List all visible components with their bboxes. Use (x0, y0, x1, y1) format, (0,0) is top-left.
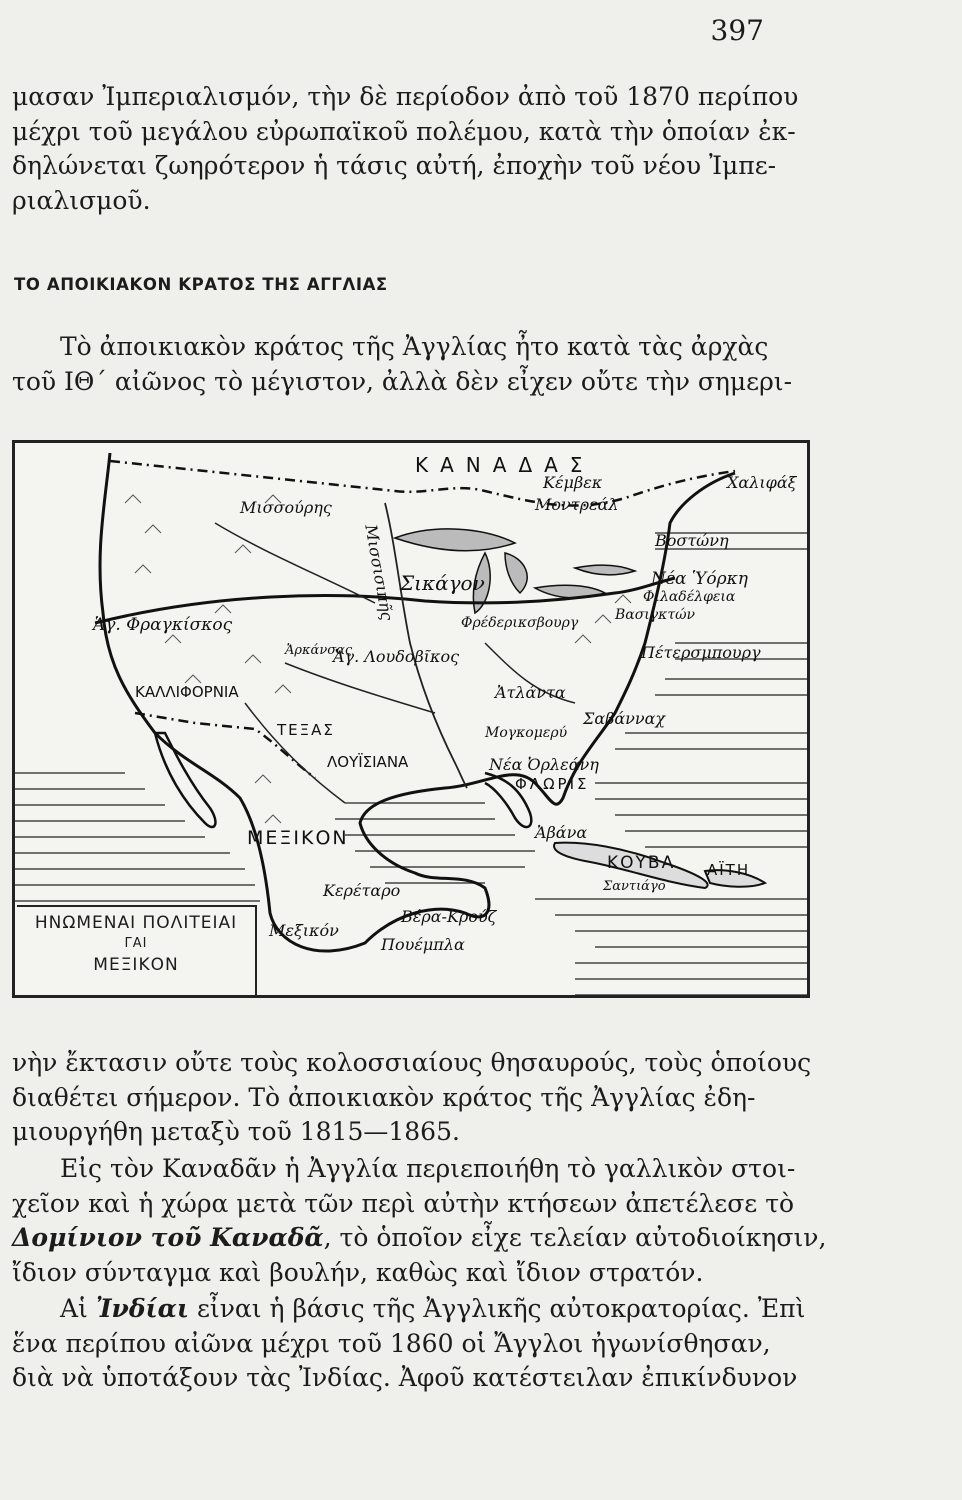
text-line: Τὸ ἀποικιακὸν κράτος τῆς Ἀγγλίας ἦτο κατὰ τὰς ἀρχὰς (60, 332, 769, 361)
text-line: μέχρι τοῦ μεγάλου εὐρωπαϊκοῦ πολέμου, κατὰ τὴν ὁποίαν ἐκ- (12, 116, 796, 146)
map-label-montreal: Μοντρεάλ (535, 495, 619, 514)
map-label-puebla: Πουέμπλα (381, 935, 465, 954)
map-label-cuba: ΚΟΥΒΑ (607, 853, 676, 873)
intro-paragraph (12, 80, 802, 218)
legend-line: ΓΑΙ (124, 936, 148, 951)
map-label-queretaro: Κερέταρο (323, 881, 401, 900)
map-label-new-york: Νέα Ὑόρκη (651, 569, 748, 589)
text-line: ριαλισμοῦ. (12, 185, 151, 215)
text-line: μιουργήθη μεταξὺ τοῦ 1815—1865. (12, 1117, 460, 1146)
text-line: χεῖον καὶ ἡ χώρα μετὰ τῶν περὶ αὐτὴν κτήσεων ἀπετέλεσε τὸ (12, 1188, 795, 1218)
map-label-savannah: Σαβάνναχ (583, 709, 666, 728)
dominion-emphasis: Δομίνιον τοῦ Καναδᾶ (12, 1223, 324, 1252)
map-label-chicago: Σικάγον (400, 571, 485, 595)
text-line: Εἰς τὸν Καναδᾶν ἡ Ἀγγλία περιεποιήθη τὸ γαλλικὸν στοι- (60, 1154, 796, 1183)
map-label-montgomery: Μογκομερύ (485, 725, 568, 741)
map-label-florida: ΦΛΩΡΙΣ (515, 775, 590, 793)
map-label-missouri: Μισσούρης (240, 498, 332, 517)
section-heading: ΤΟ ΑΠΟΙΚΙΑΚΟΝ ΚΡΑΤΟΣ ΤΗΣ ΑΓΓΛΙΑΣ (14, 275, 388, 294)
text-fragment: εἶναι ἡ βάσις τῆς Ἀγγλικῆς αὐτοκρατορίας. Ἐπὶ (189, 1294, 806, 1323)
map-label-washington: Βασιγκτών (615, 607, 696, 623)
text-fragment: Αἱ (60, 1294, 96, 1323)
text-line (12, 1221, 827, 1256)
text-line: διὰ νὰ ὑποτάξουν τὰς Ἰνδίας. Ἀφοῦ κατέστειλαν ἐπικίνδυνον (12, 1363, 798, 1392)
map-label-haiti: ΑΪΤΗ (707, 861, 751, 879)
map-label-st-louis: Ἁγ. Λουδοβῖκος (333, 647, 460, 666)
text-line: μασαν Ἰμπεριαλισμόν, τὴν δὲ περίοδον ἀπὸ τοῦ 1870 περίπου (12, 82, 799, 111)
text-fragment: , τὸ ὁποῖον εἶχε τελείαν αὐτοδιοίκησιν, (323, 1223, 827, 1252)
map-label-veracruz: Βέρα-Κρούζ (401, 907, 497, 926)
map-label-quebec: Κέμβεκ (543, 473, 603, 492)
map-label-louisiana: ΛΟΥΪΣΙΑΝΑ (327, 753, 409, 771)
map-label-new-orleans: Νέα Ὀρλεάνη (489, 755, 599, 774)
text-line: διαθέτει σήμερον. Τὸ ἀποικιακὸν κράτος τῆς Ἀγγλίας ἐδη- (12, 1082, 756, 1112)
india-emphasis: Ἰνδίαι (95, 1294, 189, 1323)
map-label-mississippi: Μισσισιπῆς (361, 523, 397, 622)
legend-line: ΗΝΩΜΕΝΑΙ ΠΟΛΙΤΕΙΑΙ (34, 913, 238, 933)
map-label-halifax: Χαλιφάξ (727, 473, 797, 492)
map-figure (12, 440, 810, 998)
section-paragraph (12, 330, 802, 399)
map-label-petersburg: Πέτερσμπουργ (641, 643, 761, 662)
after-map-paragraph (12, 1046, 812, 1150)
map-label-canada: ΚΑΝΑΔΑΣ (415, 453, 595, 477)
map-label-santiago: Σαντιάγο (603, 879, 666, 894)
map-label-arkansas: Ἀρκάνσας (285, 643, 353, 658)
map-label-boston: Βοστώνη (655, 531, 729, 550)
map-legend (17, 905, 257, 997)
map-label-california: ΚΑΛΛΙΦΟΡΝΙΑ (135, 683, 239, 701)
text-line: ἴδιον σύνταγμα καὶ βουλήν, καθὼς καὶ ἴδιον στρατόν. (12, 1257, 704, 1287)
text-line: νὴν ἔκτασιν οὔτε τοὺς κολοσσιαίους θησαυρούς, τοὺς ὁποίους (12, 1048, 812, 1077)
legend-line: ΜΕΞΙΚΟΝ (93, 955, 179, 975)
india-paragraph (12, 1292, 806, 1396)
text-line: ἕνα περίπου αἰῶνα μέχρι τοῦ 1860 οἱ Ἄγγλοι ἠγωνίσθησαν, (12, 1328, 771, 1358)
map-label-mexico-city: Μεξικόν (269, 921, 339, 940)
text-line (12, 1292, 806, 1327)
map-label-philadelphia: Φιλαδέλφεια (643, 589, 736, 605)
canada-paragraph (12, 1152, 827, 1290)
map-label-san-francisco: Ἁγ. Φραγκίσκος (93, 615, 233, 635)
page-number: 397 (710, 14, 764, 47)
map-label-atlanta: Ἀτλάντα (495, 683, 566, 702)
text-line: τοῦ ΙΘ´ αἰῶνος τὸ μέγιστον, ἀλλὰ δὲν εἶχεν οὔτε τὴν σημερι- (12, 366, 793, 396)
map-label-texas: ΤΕΞΑΣ (277, 721, 335, 739)
text-line: δηλώνεται ζωηρότερον ἡ τάσις αὐτή, ἐποχὴν τοῦ νέου Ἰμπε- (12, 151, 777, 180)
map-label-havana: Ἀβάνα (535, 823, 588, 842)
map-label-fredericksburg: Φρέδερικσβουργ (461, 615, 579, 631)
map-label-mexico: ΜΕΞΙΚΟΝ (247, 827, 349, 849)
